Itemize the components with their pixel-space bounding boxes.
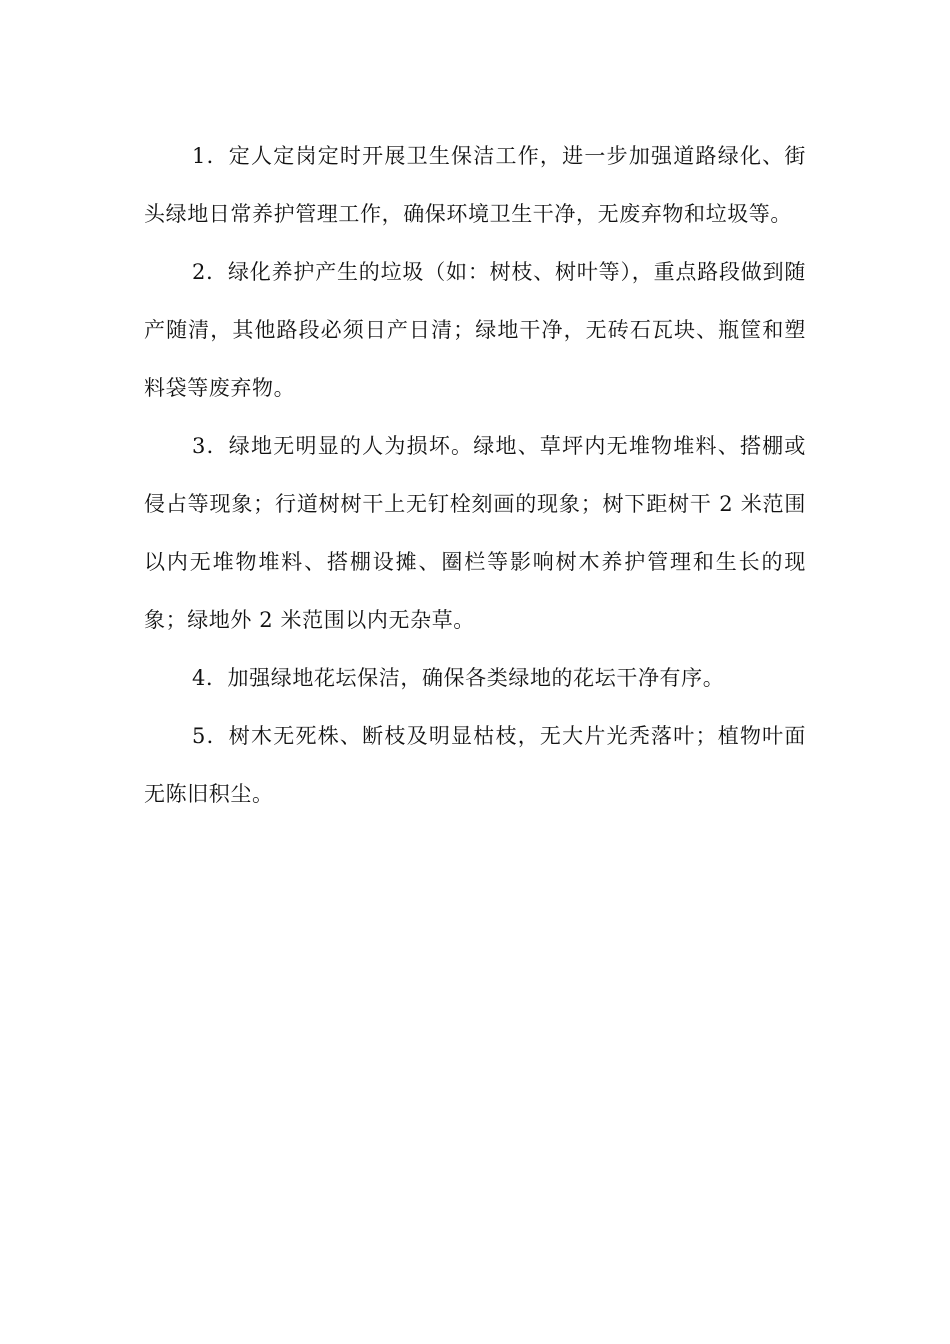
paragraph-4: 4．加强绿地花坛保洁，确保各类绿地的花坛干净有序。 — [192, 666, 725, 690]
paragraph-5: 5．树木无死株、断枝及明显枯枝，无大片光秃落叶；植物叶面无陈旧积尘。 — [144, 724, 806, 806]
document-body — [144, 127, 806, 823]
paragraph-1: 1．定人定岗定时开展卫生保洁工作，进一步加强道路绿化、街头绿地日常养护管理工作，确保环境卫生干净，无废弃物和垃圾等。 — [144, 144, 806, 226]
paragraph-2: 2．绿化养护产生的垃圾（如：树枝、树叶等），重点路段做到随产随清，其他路段必须日产日清；绿地干净，无砖石瓦块、瓶筐和塑料袋等废弃物。 — [144, 260, 806, 400]
paragraph-3: 3．绿地无明显的人为损坏。绿地、草坪内无堆物堆料、搭棚或侵占等现象；行道树树干上无钉栓刻画的现象；树下距树干 2 米范围以内无堆物堆料、搭棚设摊、圈栏等影响树木养护管理和生长的现象；绿地外 2 米范围以内无杂草。 — [144, 434, 806, 632]
